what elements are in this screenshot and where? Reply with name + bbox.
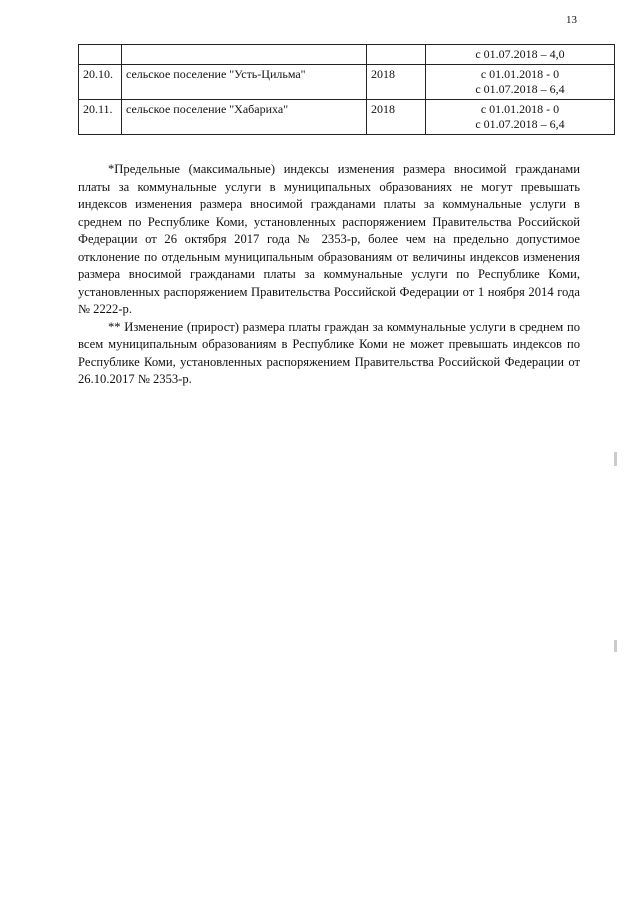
settlement-name-cell: сельское поселение "Хабариха": [122, 100, 367, 135]
table-row: [79, 100, 615, 135]
table-row: [79, 65, 615, 100]
row-number-cell: 20.10.: [79, 65, 122, 100]
scan-mark: [614, 640, 617, 652]
index-table: [78, 44, 615, 135]
settlement-name-cell: сельское поселение "Усть-Цильма": [122, 65, 367, 100]
index-cell: [426, 100, 615, 135]
row-number-cell: [79, 45, 122, 65]
page-number: 13: [566, 14, 577, 26]
year-cell: 2018: [367, 100, 426, 135]
table-row: [79, 45, 615, 65]
year-cell: 2018: [367, 65, 426, 100]
footnote-max-indices: *Предельные (максимальные) индексы изменения размера вносимой гражданами платы за коммунальные услуги в муниципальных образованиях не могут превышать индексов изменения размера вносимой гражданами платы за коммунальные услуги в среднем по Республике Коми, установленных распоряжением Правительства Российской Федерации от 26 октября 2017 года № 2353-р, более чем на предельно допустимое отклонение по отдельным муниципальным образованиям от величины индексов изменения размера вносимой гражданами платы за коммунальные услуги по Республике Коми, установленных распоряжением Правительства Российской Федерации от 1 ноября 2014 года № 2222-р.: [78, 162, 580, 316]
settlement-name-cell: [122, 45, 367, 65]
scan-mark: [614, 452, 617, 466]
index-value: с 01.01.2018 - 0: [480, 102, 560, 116]
index-value: с 01.07.2018 – 6,4: [475, 117, 565, 131]
index-cell: [426, 65, 615, 100]
index-cell: [426, 45, 615, 65]
index-value: с 01.01.2018 - 0: [480, 67, 560, 81]
row-number-cell: 20.11.: [79, 100, 122, 135]
year-cell: [367, 45, 426, 65]
index-value: с 01.07.2018 – 4,0: [475, 47, 565, 61]
footnote-average-change: ** Изменение (прирост) размера платы граждан за коммунальные услуги в среднем по всем муниципальным образованиям в Республике Коми не может превышать индексов по Республике Коми, установленных распоряжением Правительства Российской Федерации от 26.10.2017 № 2353-р.: [78, 319, 580, 386]
index-value: с 01.07.2018 – 6,4: [475, 82, 565, 96]
footnotes: [78, 161, 580, 389]
